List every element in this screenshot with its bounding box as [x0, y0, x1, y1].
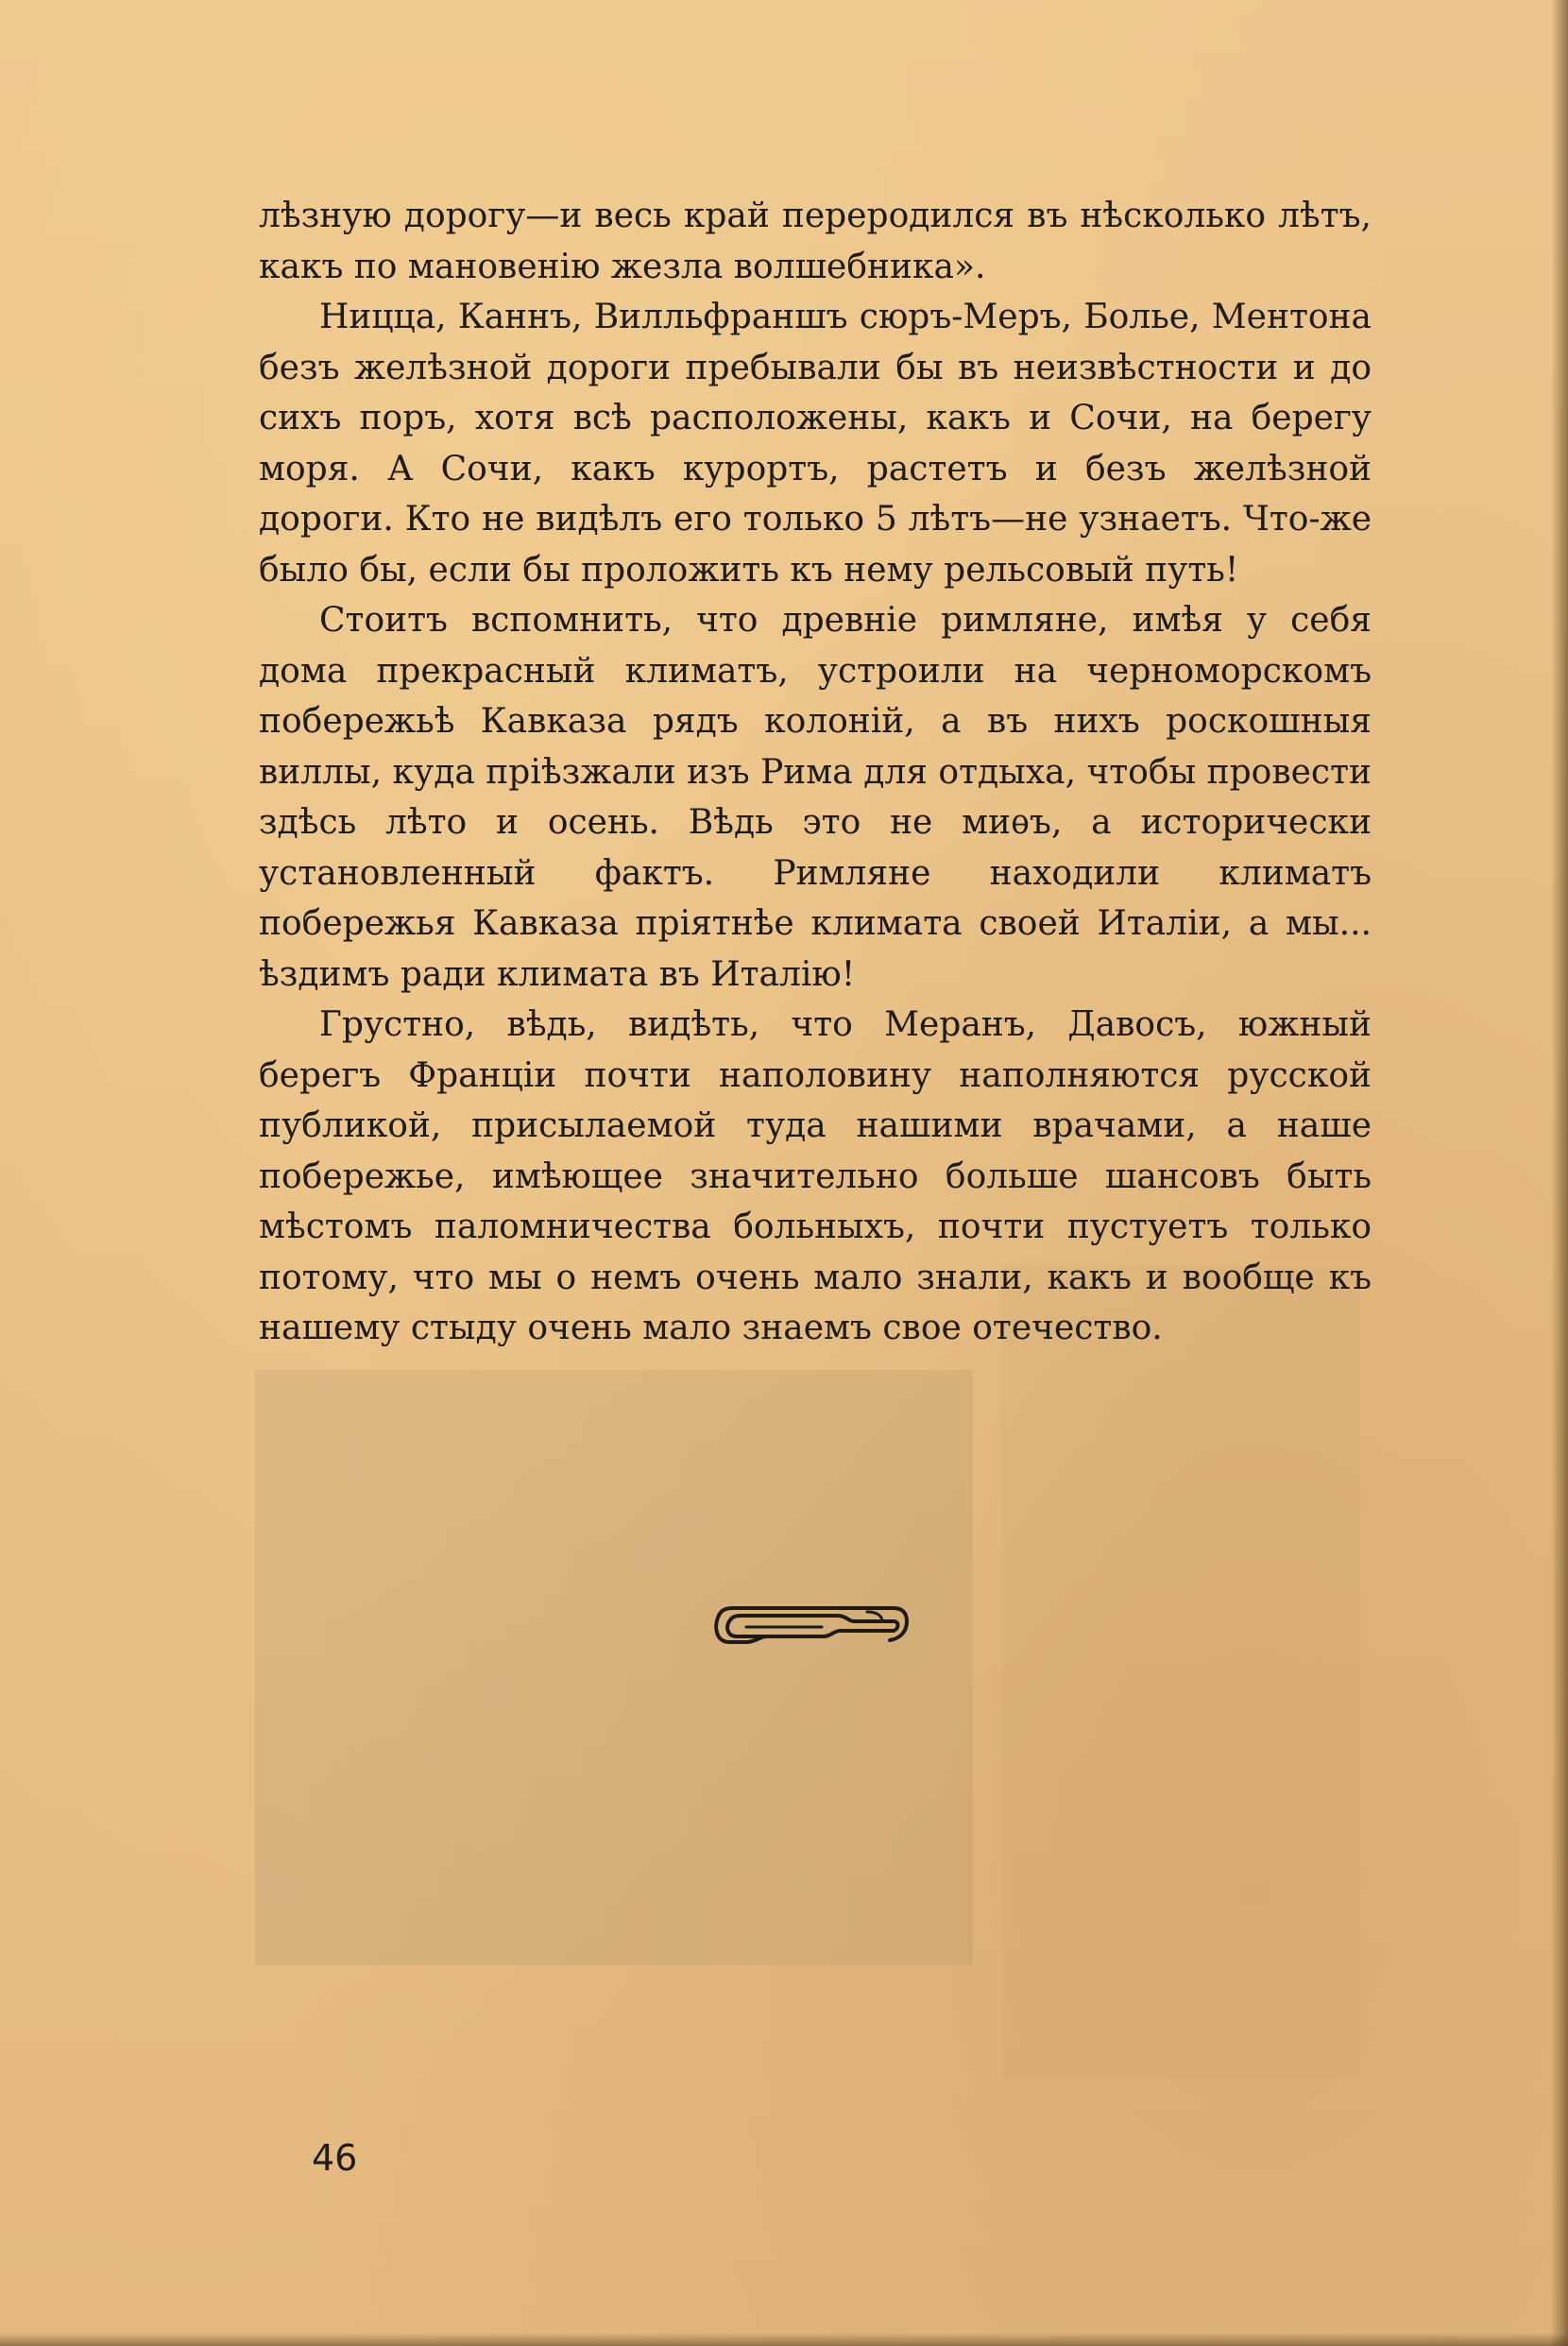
paragraph-3: Стоитъ вспомнить, что древніе римляне, имѣя у себя дома прекрасный климатъ, устроили на черноморскомъ побережьѣ Кавказа рядъ колоній, а въ нихъ роскошныя виллы, куда пріѣзжали изъ Рима для отдыха, чтобы провести здѣсь лѣто и осень. Вѣдь это не миѳъ, а исторически установленный фактъ. Римляне находили климатъ побережья Кавказа пріятнѣе климата своей Италіи, а мы... ѣздимъ ради климата въ Италію!: [259, 601, 1372, 994]
paragraph-4: Грустно, вѣдь, видѣть, что Меранъ, Давосъ, южный берегъ Франціи почти наполовину наполняются русской публикой, присылаемой туда нашими врачами, а наше побережье, имѣющее значительно больше шансовъ быть мѣстомъ паломничества больныхъ, почти пустуетъ только потому, что мы о немъ очень мало знали, какъ и вообще къ нашему стыду очень мало знаемъ свое отечество.: [259, 1005, 1372, 1347]
body-text: [259, 191, 1372, 1354]
page-edge-shadow-right: [1551, 0, 1568, 2346]
decorative-scroll-icon: [708, 1599, 911, 1652]
show-through-image: [255, 1370, 973, 1965]
page-number: 46: [312, 2137, 358, 2179]
paragraph-1: лѣзную дорогу—и весь край переродился въ нѣсколько лѣтъ, какъ по мановенію жезла волшебника».: [259, 197, 1372, 286]
page-edge-shadow-bottom: [0, 2333, 1568, 2346]
paragraph-2: Ницца, Каннъ, Вилльфраншъ сюръ-Меръ, Болье, Ментона безъ желѣзной дороги пребывали бы въ неизвѣстности и до сихъ поръ, хотя всѣ расположены, какъ и Сочи, на берегу моря. А Сочи, какъ курортъ, растетъ и безъ желѣзной дороги. Кто не видѣлъ его только 5 лѣтъ—не узнаетъ. Что-же было бы, если бы проложить къ нему рельсовый путь!: [259, 298, 1372, 590]
show-through-shadow: [1001, 1266, 1360, 2079]
